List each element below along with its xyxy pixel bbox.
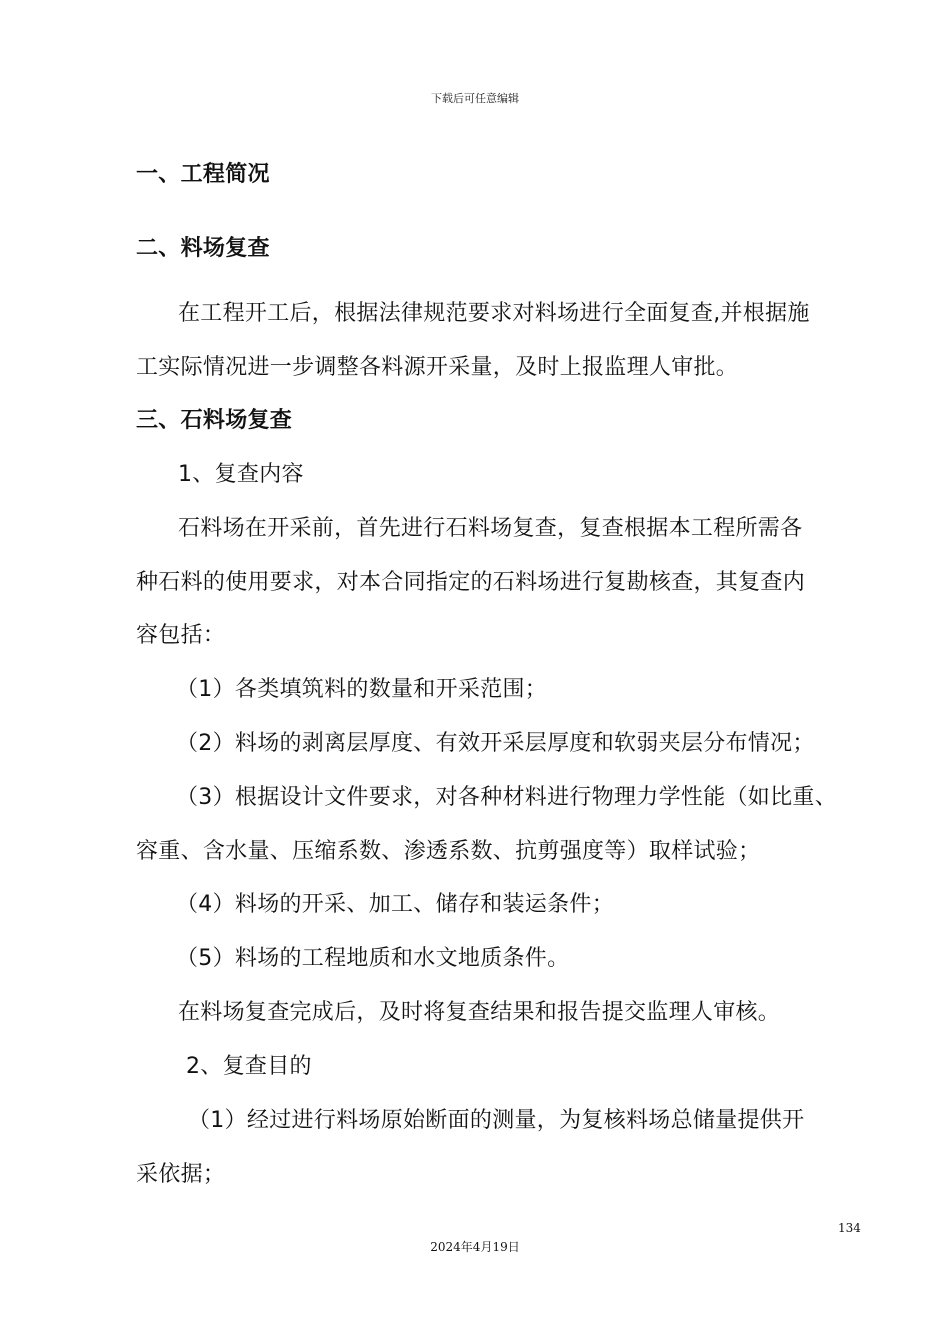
subsection-heading-1: 1、复查内容 <box>178 462 304 487</box>
list-item-continuation: 采依据； <box>136 1162 226 1187</box>
page-header: 下载后可任意编辑 <box>431 92 519 105</box>
subsection-heading-2: 2、复查目的 <box>186 1054 312 1079</box>
section-heading-3: 三、石料场复查 <box>136 408 293 433</box>
list-item-continuation: 容重、含水量、压缩系数、渗透系数、抗剪强度等）取样试验； <box>136 839 761 864</box>
list-item: （2）料场的剥离层厚度、有效开采层厚度和软弱夹层分布情况； <box>176 731 815 756</box>
section-heading-2: 二、料场复查 <box>136 236 270 261</box>
page-footer-date: 2024年4月19日 <box>430 1240 520 1254</box>
list-item: （1）各类填筑料的数量和开采范围； <box>176 677 548 702</box>
section-heading-1: 一、工程简况 <box>136 162 270 187</box>
paragraph-line: 在工程开工后，根据法律规范要求对料场进行全面复查,并根据施 <box>178 301 810 326</box>
paragraph-line: 石料场在开采前，首先进行石料场复查，复查根据本工程所需各 <box>178 516 803 541</box>
list-item: （5）料场的工程地质和水文地质条件。 <box>176 946 570 971</box>
page-number: 134 <box>838 1221 861 1235</box>
list-item: （3）根据设计文件要求，对各种材料进行物理力学性能（如比重、 <box>176 785 837 810</box>
paragraph-line: 在料场复查完成后，及时将复查结果和报告提交监理人审核。 <box>178 1000 781 1025</box>
paragraph-line: 种石料的使用要求，对本合同指定的石料场进行复勘核查，其复查内 <box>136 570 806 595</box>
list-item: （4）料场的开采、加工、储存和装运条件； <box>176 892 614 917</box>
paragraph-line: 工实际情况进一步调整各料源开采量，及时上报监理人审批。 <box>136 355 739 380</box>
list-item: （1）经过进行料场原始断面的测量，为复核料场总储量提供开 <box>188 1108 805 1133</box>
paragraph-line: 容包括： <box>136 623 226 648</box>
